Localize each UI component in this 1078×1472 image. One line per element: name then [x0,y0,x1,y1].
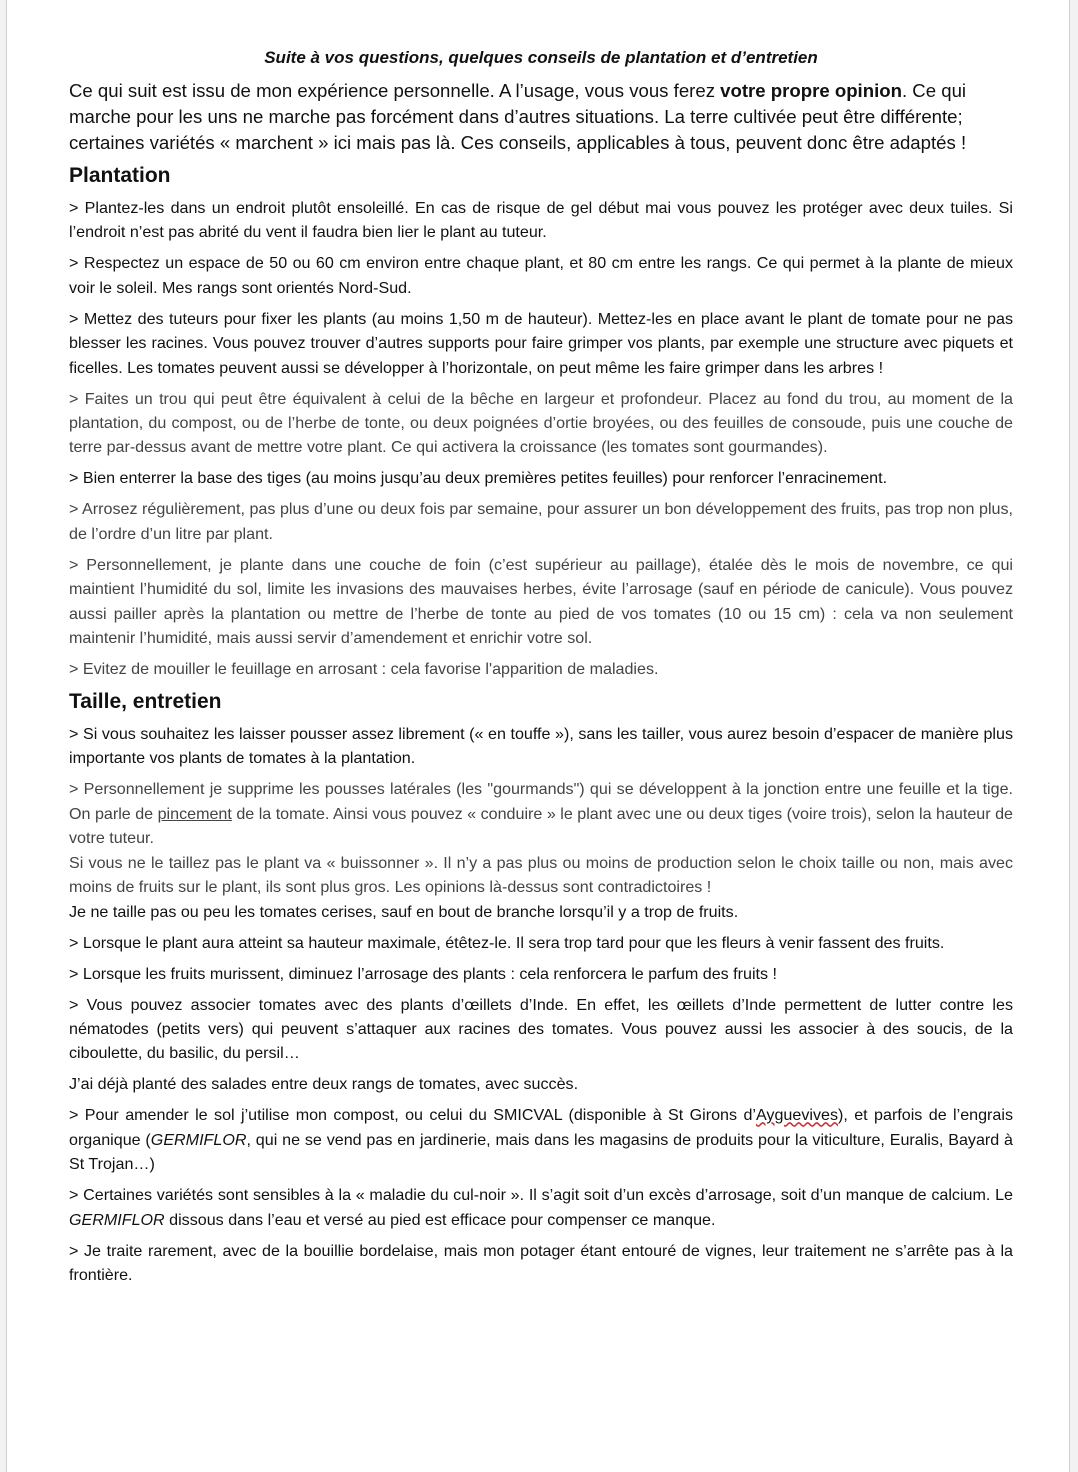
germiflor-italic: GERMIFLOR [150,1130,247,1149]
taille-item-3: Si vous ne le taillez pas le plant va « buissonner ». Il n’y a pas plus ou moins de production selon le choix taille ou non, mais avec moins de fruits sur le plant, ils sont plus gros. Les opinions là-dessus sont contradictoires ! [69,853,1013,897]
plantation-item-8: > Evitez de mouiller le feuillage en arrosant : cela favorise l'apparition de maladies. [69,660,659,679]
document-content [69,48,1013,1294]
plantation-item-6: > Arrosez régulièrement, pas plus d’une ou deux fois par semaine, pour assurer un bon développement des fruits, pas trop non plus, de l’ordre d’un litre par plant. [69,500,1013,543]
taille-item-9-text-c: , qui ne se vend pas en jardinerie, mais dans les magasins de produits pour la viticulture, Euralis, Bayard à St Trojan…) [69,1130,1013,1174]
taille-item-10 [69,1183,1013,1232]
taille-item-2-text-b: de la tomate. Ainsi vous pouvez « conduire » le plant avec une ou deux tiges (voire trois), selon la hauteur de votre tuteur. [69,804,1013,848]
taille-item-4: Je ne taille pas ou peu les tomates cerises, sauf en bout de branche lorsqu’il y a trop de fruits. [69,902,739,921]
taille-item-9-text-a: > Pour amender le sol j’utilise mon compost, ou celui du SMICVAL (disponible à St Girons d’ [69,1106,756,1125]
germiflor-italic-2: GERMIFLOR [69,1210,165,1229]
intro-bold: votre propre opinion [720,80,902,101]
taille-item-10-text-b: dissous dans l’eau et versé au pied est efficace pour compenser ce manque. [164,1210,716,1229]
plantation-item-3: > Mettez des tuteurs pour fixer les plants (au moins 1,50 m de hauteur). Mettez-les en place avant le plant de tomate pour ne pas blesser les racines. Vous pouvez trouver d’autres supports pour faire grimper vos plants, par exemple une structure avec piquets et ficelles. Les tomates peuvent aussi se développer à l’horizontale, on peut même les faire grimper dans les arbres ! [69,309,1013,377]
taille-item-2-text-a: > Personnellement je supprime les pousses latérales (les "gourmands") qui se développent à la jonction entre une feuille et la tige. On parle de [69,780,1013,823]
taille-item-11: > Je traite rarement, avec de la bouillie bordelaise, mais mon potager étant entouré de vignes, leur traitement ne s’arrête pas à la frontière. [69,1241,1013,1284]
taille-item-2 [69,777,1013,850]
taille-item-9-text-b: ), et parfois de l’engrais organique ( [69,1106,1013,1149]
plantation-item-7: > Personnellement, je plante dans une couche de foin (c’est supérieur au paillage), étalée dès le mois de novembre, ce qui maintient l’humidité du sol, limite les invasions des mauvaises herbes, évite l’arrosage (sauf en période de canicule). Vous pouvez aussi pailler après la plantation ou mettre de l’herbe de tonte au pied de vos tomates (10 ou 15 cm) : cela va non seulement maintenir l’humidité, mais aussi servir d’amendement et enrichir votre sol. [69,555,1013,648]
taille-item-8: J’ai déjà planté des salades entre deux rangs de tomates, avec succès. [69,1075,579,1094]
intro-text-2: . Ce qui marche pour les uns ne marche pas forcément dans d’autres situations. La terre cultivée peut être différente; certaines variétés « marchent » ici mais pas là. Ces conseils, applicables à tous, peuvent donc être adaptés ! [69,80,967,153]
spellcheck-word: Ayguevives [755,1106,838,1125]
taille-item-5: > Lorsque le plant aura atteint sa hauteur maximale, étêtez-le. Il sera trop tard pour que les fleurs à venir fassent des fruits. [69,933,945,952]
intro-text-1: Ce qui suit est issu de mon expérience personnelle. A l’usage, vous vous ferez [69,80,721,101]
plantation-item-4: > Faites un trou qui peut être équivalent à celui de la bêche en largeur et profondeur. Placez au fond du trou, au moment de la plantation, du compost, ou de l’herbe de tonte, ou deux poignées d’ortie broyées, ou des feuilles de consoude, puis une couche de terre par-dessus avant de mettre votre plant. Ce qui activera la croissance (les tomates sont gourmandes). [69,389,1013,457]
taille-item-10-text-a: > Certaines variétés sont sensibles à la « maladie du cul-noir ». Il s’agit soit d’un excès d’arrosage, soit d’un manque de calcium. Le [69,1186,1013,1205]
document-page [6,0,1070,1472]
heading-plantation: Plantation [69,164,171,187]
taille-item-6: > Lorsque les fruits murissent, diminuez l’arrosage des plants : cela renforcera le parfum des fruits ! [69,964,777,983]
taille-item-1: > Si vous souhaitez les laisser pousser assez librement (« en touffe »), sans les tailler, vous aurez besoin d’espacer de manière plus importante vos plants de tomates à la plantation. [69,725,1013,768]
heading-taille-entretien: Taille, entretien [69,690,222,714]
taille-item-9 [69,1103,1013,1176]
plantation-item-5: > Bien enterrer la base des tiges (au moins jusqu’au deux premières petites feuilles) pour renforcer l’enracinement. [69,469,888,488]
document-title: Suite à vos questions, quelques conseils de plantation et d’entretien [264,48,818,67]
taille-item-7: > Vous pouvez associer tomates avec des plants d’œillets d’Inde. En effet, les œillets d’Inde permettent de lutter contre les nématodes (petits vers) qui peuvent s’attaquer aux racines des tomates. Vous pouvez aussi les associer à des soucis, de la ciboulette, du basilic, du persil… [69,995,1013,1063]
intro-paragraph [69,78,1013,156]
plantation-item-1: > Plantez-les dans un endroit plutôt ensoleillé. En cas de risque de gel début mai vous pouvez les protéger avec deux tuiles. Si l’endroit n’est pas abrité du vent il faudra bien lier le plant au tuteur. [69,199,1013,242]
pincement-link[interactable]: pincement [157,804,232,823]
plantation-item-2: > Respectez un espace de 50 ou 60 cm environ entre chaque plant, et 80 cm entre les rangs. Ce qui permet à la plante de mieux voir le soleil. Mes rangs sont orientés Nord-Sud. [69,254,1013,297]
